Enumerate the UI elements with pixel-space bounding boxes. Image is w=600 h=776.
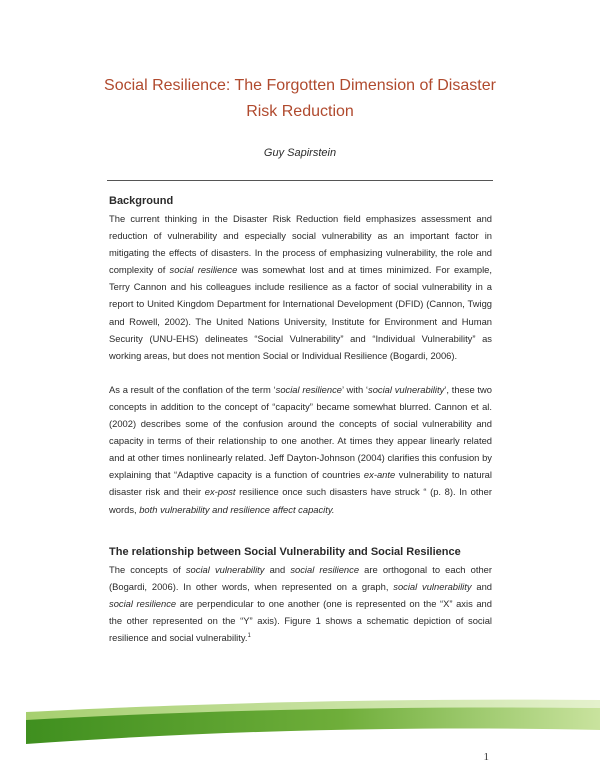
text-run: and <box>471 580 493 592</box>
paragraph-relationship-1 <box>109 561 492 646</box>
text-run: and <box>264 563 291 575</box>
author-name: Guy Sapirstein <box>263 147 337 159</box>
paragraph-background-2 <box>109 381 492 518</box>
emphasis-text: social vulnerability <box>185 563 265 575</box>
paragraph-background-1 <box>109 210 492 364</box>
text-run: The concepts of <box>109 563 186 575</box>
page-number: 1 <box>483 751 489 763</box>
section-heading-relationship: The relationship between Social Vulnerability and Social Resilience <box>109 545 461 558</box>
emphasis-text: both vulnerability and resilience affect capacity. <box>139 503 335 515</box>
footer-green-swoosh <box>0 690 600 750</box>
emphasis-text: social resilience <box>275 383 342 395</box>
text-run: The current thinking in the Disaster Risk Reduction field emphasizes assessment and reduction of vulnerability and especially social vulnerability as an important factor in mitigating the effects of disasters. In the process of emphasizing vulnerability, the role and complexity of <box>109 213 492 276</box>
section-heading-background: Background <box>109 195 174 207</box>
title-line-2: Risk Reduction <box>246 103 354 120</box>
title-line-1: Social Resilience: The Forgotten Dimension of Disaster <box>104 77 496 94</box>
text-run: are perpendicular to one another (one is represented on the “X” axis and the other represented on the “Y” axis). Figure 1 shows a schematic depiction of social resilience and social vulnerability. <box>109 597 492 643</box>
emphasis-text: ex-ante <box>363 469 396 481</box>
text-run: ’ with ‘ <box>341 383 369 395</box>
text-run: are orthogonal to each other (Bogardi, 2006). In other words, when represented on a graph, <box>109 563 492 592</box>
footnote-marker[interactable]: 1 <box>247 632 251 639</box>
emphasis-text: social resilience <box>109 597 177 609</box>
divider <box>107 180 493 181</box>
document-title <box>100 73 500 125</box>
emphasis-text: social resilience <box>290 563 360 575</box>
emphasis-text: social vulnerability <box>368 383 445 395</box>
text-run: vulnerability to natural disaster risk and their <box>109 469 492 498</box>
body-text <box>109 193 492 646</box>
emphasis-text: social resilience <box>169 264 238 276</box>
emphasis-text: ex-post <box>204 486 236 498</box>
text-run: As a result of the conflation of the term ‘ <box>109 383 276 395</box>
emphasis-text: social vulnerability <box>393 580 472 592</box>
text-run: ’, these two concepts in addition to the concept of “capacity” became somewhat blurred. Cannon et al. (2002) describes some of the confusion around the concepts of social vulnerability and capacity in terms of their relationship to one another. At times they appear linearly related and at other times nonlinearly related. Jeff Dayton-Johnson (2004) clarifies this confusion by explaining that “Adaptive capacity is a function of countries <box>109 383 493 481</box>
text-run: resilience once such disasters have struck “ (p. 8). In other words, <box>109 486 492 515</box>
text-run: was somewhat lost and at times minimized. For example, Terry Cannon and his colleagues include resilience as a factor of social vulnerability in a report to United Kingdom Department for International Development (DFID) (Cannon, Twigg and Rowell, 2002). The United Nations University, Institute for Environment and Human Security (UNU-EHS) delineates “Social Vulnerability” and “Individual Vulnerability” as working areas, but does not mention Social or Individual Resilience (Bogardi, 2006). <box>109 264 492 361</box>
spacer <box>109 535 492 544</box>
